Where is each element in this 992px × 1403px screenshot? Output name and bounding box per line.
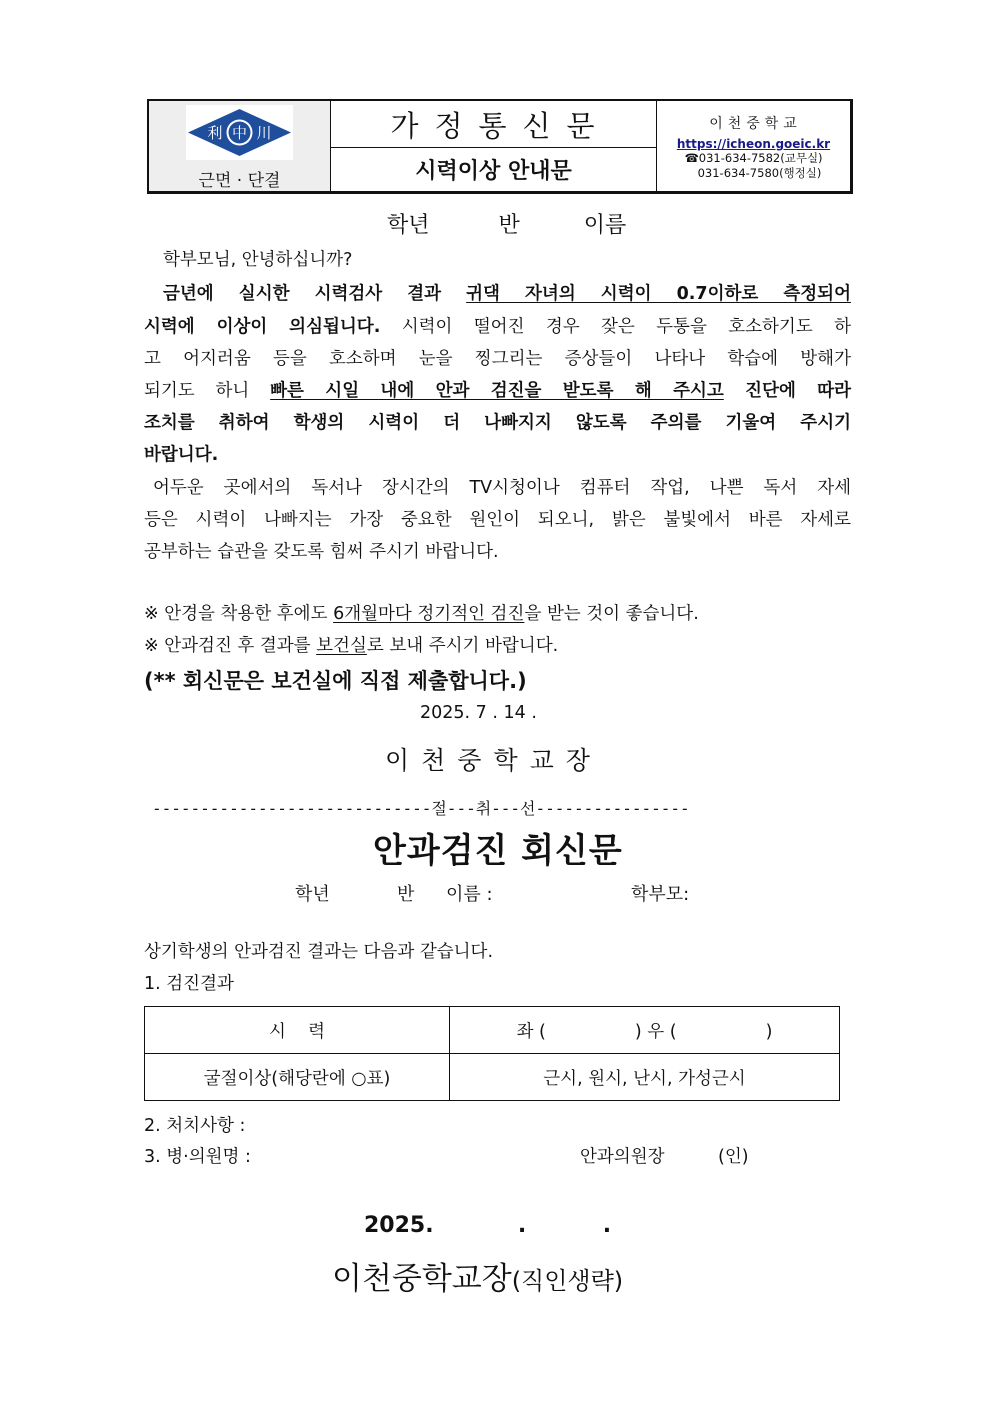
principal-signature: 이천중학교장 <box>385 746 602 775</box>
svg-text:利: 利 <box>207 124 223 142</box>
text-segment: ※ 안과검진 후 결과를 <box>144 636 317 656</box>
svg-text:中: 中 <box>231 124 248 142</box>
underlined-segment: 귀댁 자녀의 시력이 0.7이하로 측정되어 <box>466 284 851 304</box>
school-emblem-icon <box>186 105 293 160</box>
bold-segment: 시력에 이상이 의심됩니다. <box>144 317 381 337</box>
reply-item-result: 1. 검진결과 <box>144 974 234 994</box>
reply-item-clinic: 3. 병·의원명 : <box>144 1147 251 1167</box>
class-label: 반 <box>498 213 520 238</box>
note-regular-checkup <box>144 600 699 625</box>
text-segment: 되기도 하니 <box>144 381 271 401</box>
reply-name-label: 이름 : <box>446 884 493 905</box>
school-logo-cell <box>149 101 331 191</box>
paragraph1-line3: 고 어지러움 등을 호소하며 눈을 찡그리는 증상들이 나타나 학습에 방해가 <box>144 349 851 369</box>
school-motto: 근면 · 단결 <box>198 171 281 191</box>
phone-admin: 031-634-7580(행정실) <box>697 166 822 180</box>
letter-type-title: 가정통신문 <box>331 101 656 148</box>
greeting: 학부모님, 안녕하십니까? <box>163 250 353 270</box>
bold-segment: 진단에 따라 <box>723 381 851 401</box>
letter-subject: 시력이상 안내문 <box>415 159 572 184</box>
paragraph1-line2 <box>144 313 851 338</box>
school-name: 이천중학교 <box>709 116 802 132</box>
vision-label: 시 력 <box>268 1021 326 1042</box>
cut-line: -----------------------------절---취---선---------------- <box>152 799 690 818</box>
note-send-result <box>144 632 558 657</box>
refraction-options: 근시, 원시, 난시, 가성근시 <box>543 1068 746 1089</box>
text-segment: ※ 안경을 착용한 후에도 <box>144 604 334 624</box>
reply-date: 2025. . . <box>364 1213 612 1238</box>
exam-result-table <box>144 1006 840 1101</box>
text-segment: 시력이 떨어진 경우 잦은 두통을 호소하기도 하 <box>380 317 851 337</box>
reply-item-treatment: 2. 처치사항 : <box>144 1116 246 1136</box>
paragraph2-line3: 공부하는 습관을 갖도록 힘써 주시기 바랍니다. <box>144 542 499 562</box>
reply-parent-label: 학부모: <box>631 884 690 905</box>
reply-form-title: 안과검진 회신문 <box>373 831 623 871</box>
vision-label-cell <box>145 1007 450 1054</box>
paragraph1-line5: 조치를 취하여 학생의 시력이 더 나빠지지 않도록 주의를 기울여 주시기 <box>144 413 851 433</box>
paragraph1-line6: 바랍니다. <box>144 445 219 465</box>
student-info-line <box>387 208 626 239</box>
reply-class-label: 반 <box>397 884 415 905</box>
reply-grade-label: 학년 <box>295 884 330 905</box>
seal-omitted-note: (직인생략) <box>511 1267 624 1295</box>
vision-value-cell[interactable] <box>450 1007 840 1054</box>
underlined-segment: 6개월마다 정기적인 검진 <box>333 604 525 624</box>
text-segment: 금년에 실시한 시력검사 결과 <box>163 284 467 304</box>
letter-header <box>147 99 853 194</box>
underlined-segment: 빠른 시일 내에 안과 검진을 받도록 해 주시고 <box>270 381 724 401</box>
note-submit-directly: (** 회신문은 보건실에 직접 제출합니다.) <box>144 669 527 693</box>
header-title-cell <box>331 101 657 191</box>
reply-principal-signature <box>332 1253 623 1298</box>
refraction-label: 굴절이상(해당란에 ○표) <box>203 1068 391 1089</box>
paragraph2-line2: 등은 시력이 나빠지는 가장 중요한 원인이 되오니, 밝은 불빛에서 바른 자세로 <box>144 510 851 530</box>
letter-date: 2025. 7 . 14 . <box>420 703 537 723</box>
table-row <box>145 1007 840 1054</box>
doctor-label: 안과의원장 <box>580 1147 665 1167</box>
school-logo <box>186 105 293 160</box>
paragraph1-line1 <box>163 280 851 305</box>
text-segment: 을 받는 것이 좋습니다. <box>524 604 699 624</box>
paragraph1-line4 <box>144 377 851 402</box>
seal-mark: (인) <box>718 1147 749 1167</box>
text-segment: 로 보내 주시기 바랍니다. <box>366 636 559 656</box>
grade-label: 학년 <box>387 213 430 238</box>
paragraph2-line1: 어두운 곳에서의 독서나 장시간의 TV시청이나 컴퓨터 작업, 나쁜 독서 자세 <box>153 478 851 498</box>
svg-text:川: 川 <box>256 124 272 142</box>
refraction-options-cell[interactable] <box>450 1054 840 1101</box>
school-url-link[interactable]: https://icheon.goeic.kr <box>676 137 831 151</box>
phone-office: ☎031-634-7582(교무실) <box>684 151 823 165</box>
principal-name: 이천중학교장 <box>332 1261 512 1297</box>
vision-value: 좌 ( ) 우 ( ) <box>516 1021 773 1042</box>
reply-intro: 상기학생의 안과검진 결과는 다음과 같습니다. <box>144 942 494 962</box>
school-contact-cell <box>657 101 850 191</box>
name-label: 이름 <box>583 213 627 238</box>
underlined-segment: 보건실 <box>316 636 367 656</box>
refraction-label-cell <box>145 1054 450 1101</box>
table-row <box>145 1054 840 1101</box>
